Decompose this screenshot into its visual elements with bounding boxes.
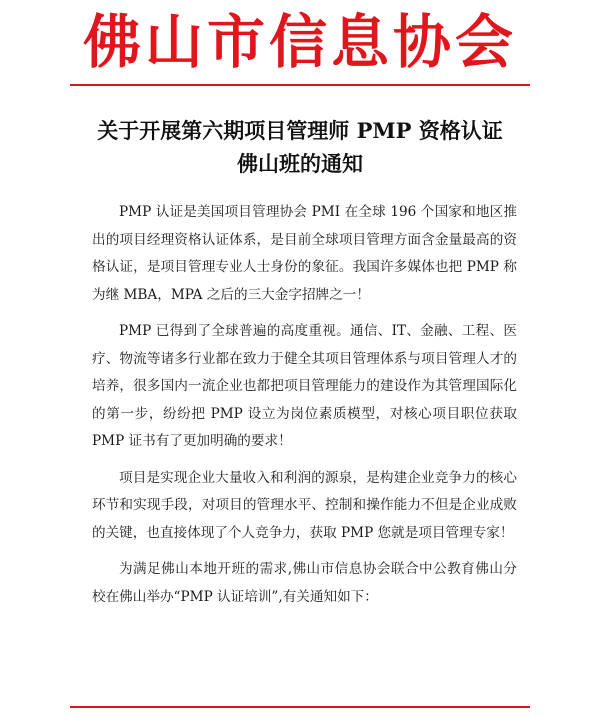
paragraph-4: 为满足佛山本地开班的需求,佛山市信息协会联合中公教育佛山分校在佛山举办“PMP 认证培训”,有关通知如下：	[92, 561, 517, 605]
title-line-2: 佛山班的通知	[237, 151, 363, 176]
masthead-org-name: 佛山市信息协会	[82, 8, 517, 76]
paragraph-2: PMP 已得到了全球普遍的高度重视。通信、IT、金融、工程、医疗、物流等诸多行业都在致力于健全其项目管理体系与项目管理人才的培养，很多国内一流企业也都把项目管理能力的建设作为其管理国际化的第一步，纷纷把 PMP 设立为岗位素质模型，对核心项目职位获取 PMP 证书有了更加明确的要求！	[92, 323, 517, 449]
title-line-1: 关于开展第六期项目管理师 PMP 资格认证	[97, 118, 503, 143]
paragraph-1: PMP 认证是美国项目管理协会 PMI 在全球 196 个国家和地区推出的项目经理资格认证体系，是目前全球项目管理方面含金量最高的资格认证，是项目管理专业人士身份的象征。我国许多媒体也把 PMP 称为继 MBA，MPA 之后的三大金字招牌之一！	[92, 204, 517, 303]
document-title	[0, 114, 600, 180]
header-red-rule	[70, 84, 530, 86]
footer-red-rule	[70, 706, 530, 708]
body-text	[92, 199, 517, 620]
paragraph-3: 项目是实现企业大量收入和利润的源泉，是构建企业竞争力的核心环节和实现手段，对项目的管理水平、控制和操作能力不但是企业成败的关键，也直接体现了个人竞争力，获取 PMP 您就是项目管理专家！	[92, 469, 517, 541]
